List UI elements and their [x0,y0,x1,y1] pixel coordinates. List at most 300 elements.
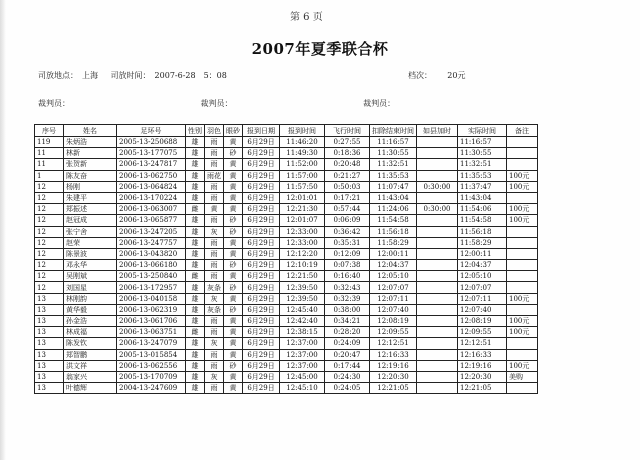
table-cell [417,148,458,159]
table-cell: 12:07:40 [458,304,507,315]
table-cell [417,360,458,371]
table-cell [507,282,538,293]
table-cell: 12:04:37 [370,260,417,271]
table-cell: 张宁舍 [64,226,117,237]
table-cell [417,282,458,293]
table-cell: 11:52:00 [280,159,325,170]
table-cell: 雄 [186,226,205,237]
table-cell: 0:32:43 [325,282,370,293]
table-cell: 12 [35,192,64,203]
table-cell: 雨 [205,327,224,338]
table-cell [507,148,538,159]
results-table-body [35,137,538,394]
table-cell: 雄 [186,304,205,315]
table-cell [507,248,538,259]
table-header-row [35,125,538,137]
table-cell: 100元 [507,293,538,304]
table-cell: 雨 [205,360,224,371]
table-cell: 灰 [205,226,224,237]
table-cell [417,192,458,203]
table-cell: 12 [35,226,64,237]
table-cell [417,271,458,282]
table-cell: 灰 [205,338,224,349]
table-cell: 0:12:09 [325,248,370,259]
table-cell: 12:19:16 [458,360,507,371]
table-cell: 黄 [224,338,243,349]
table-cell: 12:21:30 [280,204,325,215]
table-cell: 12:19:16 [370,360,417,371]
table-cell: 12:08:19 [370,316,417,327]
table-cell: 0:17:21 [325,192,370,203]
table-cell: 0:17:44 [325,360,370,371]
table-cell: 雨 [205,349,224,360]
table-cell: 6月29日 [243,215,280,226]
document-title: 2007年夏季联合杯 [251,40,389,58]
table-cell: 黄 [224,248,243,259]
table-cell: 雨 [205,383,224,394]
table-cell: 11:24:06 [370,204,417,215]
table-cell: 朱建平 [64,192,117,203]
table-cell: 12:21:50 [280,271,325,282]
table-cell [417,260,458,271]
table-cell: 黄 [224,316,243,327]
table-cell: 6月29日 [243,293,280,304]
table-cell: 11:46:20 [280,137,325,148]
table-cell: 11:07:47 [370,181,417,192]
table-cell: 6月29日 [243,226,280,237]
table-cell: 雌 [186,271,205,282]
table-cell [417,293,458,304]
table-cell: 雨 [205,215,224,226]
table-cell [417,170,458,181]
table-cell: 6月29日 [243,137,280,148]
table-cell: 12:01:07 [280,215,325,226]
table-row [35,248,538,259]
table-cell: 黄 [224,237,243,248]
table-cell: 雄 [186,349,205,360]
table-cell: 灰 [205,371,224,382]
table-cell: 11:35:53 [458,170,507,181]
table-cell: 砂 [224,215,243,226]
table-cell: 12:45:10 [280,383,325,394]
table-row [35,137,538,148]
table-cell: 0:18:36 [325,148,370,159]
table-cell: 6月29日 [243,237,280,248]
table-cell: 0:30:00 [417,181,458,192]
table-cell [507,137,538,148]
column-header: 眼砂 [224,125,243,137]
table-cell: 砂 [224,226,243,237]
table-cell: 0:16:40 [325,271,370,282]
table-cell: 2006-13-043820 [117,248,186,259]
table-cell: 黄 [224,383,243,394]
table-cell: 0:27:55 [325,137,370,148]
table-cell: 6月29日 [243,371,280,382]
table-cell [417,304,458,315]
table-cell: 黄 [205,204,224,215]
table-row [35,192,538,203]
table-cell: 2006-13-172957 [117,282,186,293]
table-cell: 雨花 [205,170,224,181]
table-cell: 6月29日 [243,271,280,282]
table-cell [417,383,458,394]
location-label: 司放地点： [38,71,78,80]
table-cell: 黄 [224,271,243,282]
results-table [34,124,538,394]
column-header: 扣除结束时间 [370,125,417,137]
referee-label: 裁判员： [363,99,396,108]
table-cell: 黄 [224,170,243,181]
table-cell: 13 [35,316,64,327]
table-cell: 100元 [507,204,538,215]
table-cell: 2006-13-062319 [117,304,186,315]
table-cell: 0:24:09 [325,338,370,349]
table-cell: 赵荣 [64,237,117,248]
table-cell: 2006-13-062556 [117,360,186,371]
table-cell [417,237,458,248]
table-cell: 12:16:33 [458,349,507,360]
table-cell: 叶德辉 [64,383,117,394]
table-cell: 2006-13-247205 [117,226,186,237]
table-cell: 12:05:10 [370,271,417,282]
table-cell [507,271,538,282]
table-cell: 郑智鹏 [64,349,117,360]
bet-value: 20元 [447,71,466,80]
table-cell: 雄 [186,248,205,259]
table-cell: 11 [35,159,64,170]
table-row [35,360,538,371]
table-cell: 12:37:00 [280,338,325,349]
table-cell: 2006-13-062750 [117,170,186,181]
table-cell: 雄 [186,237,205,248]
table-cell: 12:45:40 [280,304,325,315]
table-cell: 6月29日 [243,360,280,371]
table-cell: 黄 [224,192,243,203]
table-cell: 0:38:00 [325,304,370,315]
table-cell: 雄 [186,383,205,394]
table-cell: 6月29日 [243,170,280,181]
table-cell: 100元 [507,327,538,338]
table-cell: 雨 [205,271,224,282]
page-number: 第 6 页 [290,12,323,23]
table-cell: 雄 [186,159,205,170]
table-cell: 陈发钦 [64,338,117,349]
table-cell: 0:50:03 [325,181,370,192]
table-cell: 11:32:51 [370,159,417,170]
table-cell: 吴刚斌 [64,271,117,282]
table-cell: 2005-13-250840 [117,271,186,282]
table-row [35,383,538,394]
column-header: 姓名 [64,125,117,137]
table-cell: 6月29日 [243,304,280,315]
table-cell: 12:07:07 [370,282,417,293]
table-cell [507,192,538,203]
table-cell: 12:12:51 [458,338,507,349]
table-cell: 0:32:39 [325,293,370,304]
table-cell: 0:36:42 [325,226,370,237]
table-cell: 黄 [224,349,243,360]
table-cell: 12:10:19 [280,260,325,271]
table-cell: 2004-13-247609 [117,383,186,394]
table-cell: 0:21:27 [325,170,370,181]
table-cell [507,226,538,237]
table-cell: 0:20:48 [325,159,370,170]
table-cell: 2006-13-040158 [117,293,186,304]
column-header: 足环号 [117,125,186,137]
table-cell: 张贺新 [64,159,117,170]
table-cell: 6月29日 [243,260,280,271]
column-header: 如县加时 [417,125,458,137]
table-cell: 12:07:07 [458,282,507,293]
table-cell: 0:28:20 [325,327,370,338]
table-cell: 13 [35,371,64,382]
column-header: 报到时间 [280,125,325,137]
table-cell: 雄 [186,338,205,349]
table-cell: 12:00:11 [370,248,417,259]
table-cell: 13 [35,338,64,349]
table-cell [507,304,538,315]
table-cell: 黄 [224,327,243,338]
table-cell: 灰条 [205,304,224,315]
table-cell: 雨 [205,181,224,192]
table-cell: 12:33:00 [280,226,325,237]
table-cell: 0:24:30 [325,371,370,382]
table-cell: 12:37:00 [280,349,325,360]
table-cell: 11:43:04 [370,192,417,203]
table-cell: 雄 [186,181,205,192]
table-cell: 2006-13-247079 [117,338,186,349]
table-cell: 12:07:40 [370,304,417,315]
table-cell: 雄 [186,282,205,293]
table-cell: 砂 [224,304,243,315]
table-cell: 郑振述 [64,204,117,215]
table-cell: 6月29日 [243,282,280,293]
table-cell: 12:00:11 [458,248,507,259]
table-cell: 100元 [507,170,538,181]
table-cell [417,137,458,148]
table-cell: 陈景波 [64,248,117,259]
table-cell: 13 [35,383,64,394]
table-cell: 雄 [186,316,205,327]
table-cell [417,371,458,382]
table-cell [417,327,458,338]
table-cell: 2006-13-063007 [117,204,186,215]
table-cell: 6月29日 [243,248,280,259]
table-cell: 6月29日 [243,148,280,159]
table-row [35,304,538,315]
table-cell: 2006-13-247817 [117,159,186,170]
table-cell: 2005-13-250688 [117,137,186,148]
table-cell [417,349,458,360]
table-cell [417,226,458,237]
table-cell: 13 [35,304,64,315]
table-row [35,293,538,304]
table-cell: 12:20:30 [370,371,417,382]
table-row [35,282,538,293]
table-cell [507,349,538,360]
time-label: 司放时间： [110,71,151,80]
table-cell: 12:07:11 [370,293,417,304]
table-cell: 12:08:19 [458,316,507,327]
time-value: 2007-6-28 5：08 [154,71,227,80]
table-cell: 雄 [186,170,205,181]
table-cell: 0:06:09 [325,215,370,226]
table-cell [417,159,458,170]
table-cell: 雄 [186,148,205,159]
table-cell: 100元 [507,316,538,327]
table-cell: 雨 [205,159,224,170]
table-cell: 0:57:44 [325,204,370,215]
table-cell: 11:37:47 [458,181,507,192]
table-cell: 6月29日 [243,204,280,215]
table-row [35,215,538,226]
table-cell: 13 [35,349,64,360]
referee-label: 裁判员： [38,99,70,108]
table-cell: 雨 [205,148,224,159]
table-cell: 雄 [186,260,205,271]
table-cell: 雨 [205,260,224,271]
table-cell: 雄 [186,360,205,371]
table-row [35,181,538,192]
table-cell: 12:09:55 [370,327,417,338]
table-row [35,148,538,159]
table-cell: 13 [35,327,64,338]
table-cell: 11:57:00 [280,170,325,181]
column-header: 备注 [507,125,538,137]
table-cell: 杨刚 [64,181,117,192]
table-cell: 11:54:58 [370,215,417,226]
table-cell: 11:57:50 [280,181,325,192]
table-cell: 2005-13-177075 [117,148,186,159]
table-cell: 雨 [205,316,224,327]
table-cell: 11:56:18 [458,226,507,237]
table-cell: 雨 [205,248,224,259]
table-cell: 洪文祥 [64,360,117,371]
table-cell: 11:58:29 [370,237,417,248]
referee-label: 裁判员： [200,99,233,108]
table-cell: 林刚韵 [64,293,117,304]
table-cell [417,215,458,226]
table-cell: 6月29日 [243,159,280,170]
table-cell: 砂 [224,148,243,159]
table-cell: 0:24:05 [325,383,370,394]
table-cell: 12 [35,248,64,259]
table-cell [507,383,538,394]
table-cell: 朱炳浩 [64,137,117,148]
table-cell: 2005-13-015854 [117,349,186,360]
table-cell: 黄华毅 [64,304,117,315]
table-cell: 灰 [205,293,224,304]
table-cell: 雌 [186,327,205,338]
table-cell: 11:16:57 [458,137,507,148]
table-cell: 12:04:37 [458,260,507,271]
table-cell: 美购 [507,371,538,382]
column-header: 实际时间 [458,125,507,137]
table-row [35,327,538,338]
table-cell: 6月29日 [243,316,280,327]
table-cell: 2006-13-061706 [117,316,186,327]
table-cell: 6月29日 [243,192,280,203]
referee-line [38,98,598,109]
table-cell: 12:33:00 [280,237,325,248]
table-cell: 12 [35,271,64,282]
table-cell: 黄 [224,293,243,304]
table-cell: 陈友奋 [64,170,117,181]
table-cell: 11:49:30 [280,148,325,159]
table-cell: 12:39:50 [280,293,325,304]
column-header: 性别 [186,125,205,137]
table-cell: 砂 [224,260,243,271]
table-cell [507,159,538,170]
table-cell: 12:39:50 [280,282,325,293]
table-cell: 12:12:20 [280,248,325,259]
table-cell: 6月29日 [243,338,280,349]
table-cell: 雄 [186,192,205,203]
table-cell: 12:21:05 [370,383,417,394]
table-cell: 0:20:47 [325,349,370,360]
bet-info [408,70,465,81]
table-cell: 灰条 [205,282,224,293]
table-cell: 12:37:00 [280,360,325,371]
table-row [35,271,538,282]
table-cell: 11 [35,148,64,159]
table-cell: 11:35:53 [370,170,417,181]
table-cell: 2006-13-063751 [117,327,186,338]
table-cell: 6月29日 [243,349,280,360]
table-cell: 刘国星 [64,282,117,293]
column-header: 飞行时间 [325,125,370,137]
table-cell [417,338,458,349]
table-cell [417,248,458,259]
table-row [35,159,538,170]
table-cell: 11:54:06 [458,204,507,215]
table-cell: 12 [35,260,64,271]
table-row [35,349,538,360]
table-cell: 雄 [186,293,205,304]
table-cell: 2006-13-065877 [117,215,186,226]
table-cell: 林成福 [64,327,117,338]
table-cell: 砂 [224,282,243,293]
table-cell: 雨 [205,192,224,203]
table-cell: 雨 [205,237,224,248]
table-cell: 12 [35,237,64,248]
bet-label: 档次： [408,71,432,80]
location-value: 上海 [82,71,98,80]
table-cell: 11:30:55 [370,148,417,159]
table-cell: 6月29日 [243,327,280,338]
table-cell: 100元 [507,215,538,226]
table-cell [507,237,538,248]
table-cell: 12:16:33 [370,349,417,360]
table-cell: 12 [35,204,64,215]
column-header: 羽色 [205,125,224,137]
table-cell: 12:01:01 [280,192,325,203]
table-cell: 11:56:18 [370,226,417,237]
table-cell: 6月29日 [243,383,280,394]
table-cell: 雄 [186,215,205,226]
table-cell: 孙金浩 [64,316,117,327]
table-cell: 林新 [64,148,117,159]
table-cell: 12:45:00 [280,371,325,382]
table-cell: 12 [35,282,64,293]
table-cell: 翁家兴 [64,371,117,382]
table-cell: 雄 [186,371,205,382]
release-info [38,70,237,81]
table-row [35,371,538,382]
table-cell: 雌 [186,204,205,215]
table-row [35,316,538,327]
table-cell [417,316,458,327]
